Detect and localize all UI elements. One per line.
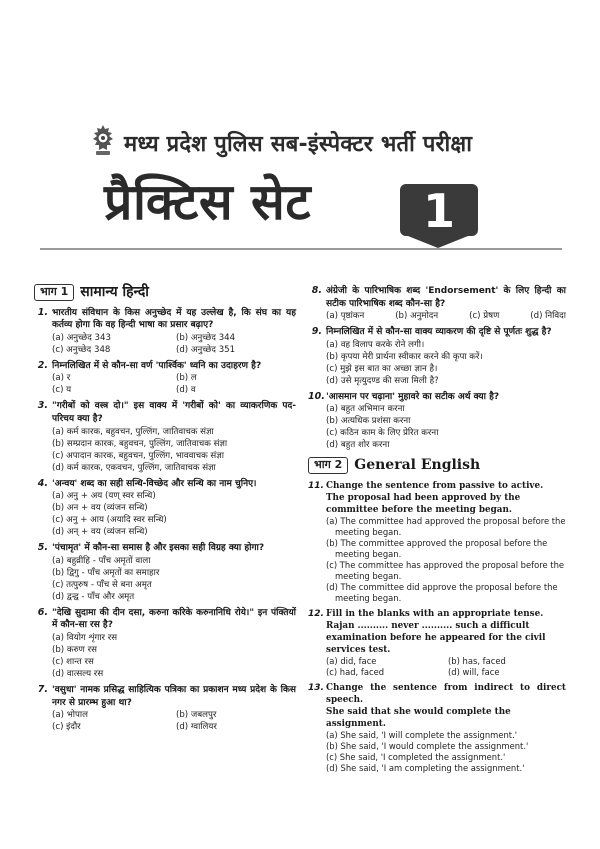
- option-c: (c) She said, 'I completed the assignment.': [326, 751, 506, 762]
- question-5: [34, 542, 296, 603]
- option-a: (a) वियोग शृंगार रस: [52, 632, 118, 643]
- left-column: [34, 284, 296, 737]
- option-b: (b) करुण रस: [52, 644, 97, 655]
- option-a: (a) बहुत अभिमान करना: [326, 404, 405, 415]
- option-b: (b) द्विगु - पाँच अमृतों का समाहार: [52, 567, 160, 578]
- question-11: [308, 480, 566, 604]
- question-text: 'पंचामृत' में कौन-सा समास है और इसका सही विग्रह क्या होगा?: [52, 543, 265, 554]
- question-6: [34, 607, 296, 680]
- option-c: (c) प्रेषण: [469, 311, 500, 322]
- part2-section: [308, 457, 566, 774]
- option-c: (c) य: [52, 385, 72, 396]
- option-d: (d) will, face: [448, 666, 500, 677]
- badge-pointer: [408, 236, 468, 248]
- question-text: Fill in the blanks with an appropriate tense.: [326, 608, 544, 619]
- option-d: (d) She said, 'I am completing the assignment.': [326, 762, 525, 773]
- option-c: (c) अनुच्छेद 348: [52, 344, 111, 355]
- question-number: 11.: [308, 480, 324, 491]
- mp-police-emblem-icon: [87, 123, 119, 157]
- option-d: (d) अन् + वय (व्यंजन सन्धि): [52, 527, 148, 538]
- question-sentence: She said that she would complete the assignment.: [326, 706, 511, 729]
- option-a: (a) वह विलाप करके रोने लगी।: [326, 339, 425, 350]
- part2-heading: [308, 457, 566, 474]
- question-number: 13.: [308, 682, 324, 693]
- option-c: (c) अनु + आय (अयादि स्वर सन्धि): [52, 515, 167, 526]
- option-c: (c) कठिन काम के लिए प्रेरित करना: [326, 428, 439, 439]
- question-text: "गरीबों को वस्त्र दो।" इस वाक्य में 'गरीबों को' का व्याकरणिक पद-परिचय क्या है?: [52, 401, 296, 424]
- part1-label: भाग 1: [34, 284, 74, 301]
- option-d: (d) उसे मृत्युदण्ड की सजा मिली है?: [326, 375, 439, 386]
- question-number: 8.: [311, 285, 322, 296]
- question-3: [34, 400, 296, 473]
- question-text: Change the sentence from indirect to direct speech.: [326, 682, 566, 705]
- option-b: (b) has, faced: [448, 655, 506, 666]
- part1-heading: [34, 284, 296, 301]
- question-text: निम्नलिखित में से कौन-सा वाक्य व्याकरण की दृष्टि से पूर्णतः शुद्ध है?: [326, 327, 552, 338]
- option-a: (a) बहुव्रीहि - पाँच अमृतों वाला: [52, 555, 151, 566]
- question-text: "देखि सुदामा की दीन दसा, करुना करिके करुनानिधि रोये।" इन पंक्तियों में कौन-सा रस है?: [52, 607, 296, 631]
- practice-set-title: प्रैक्टिस सेट: [104, 173, 312, 231]
- part2-name: General English: [354, 457, 481, 474]
- option-c: (c) इंदौर: [52, 722, 81, 733]
- question-text: Change the sentence from passive to active.: [326, 480, 544, 491]
- set-number-badge: [400, 184, 478, 236]
- option-c: (c) अपादान कारक, बहुवचन, पुल्लिंग, भाववाचक संज्ञा: [52, 450, 224, 461]
- question-number: 10.: [308, 390, 325, 402]
- option-b: (b) अत्यधिक प्रशंसा करना: [326, 416, 411, 427]
- question-number: 9.: [311, 326, 322, 338]
- question-number: 12.: [308, 608, 324, 619]
- question-1: [34, 307, 296, 356]
- option-c: (c) had, faced: [326, 666, 385, 677]
- option-a: (a) She said, 'I will complete the assignment.': [326, 729, 518, 740]
- option-c: (c) मुझे इस बात का अच्छा ज्ञान है।: [326, 363, 438, 374]
- option-a: (a) पृष्ठांकन: [326, 311, 365, 322]
- option-c: (c) तत्पुरुष - पाँच से बना अमृत: [52, 579, 152, 590]
- question-text: अंग्रेजी के पारिभाषिक शब्द 'Endorsement' के लिए हिन्दी का सटीक पारिभाषिक शब्द कौन-सा है?: [326, 286, 566, 309]
- question-number: 4.: [37, 477, 48, 489]
- question-number: 7.: [37, 683, 48, 695]
- option-d: (d) व: [176, 385, 196, 396]
- option-d: (d) निविदा: [530, 311, 566, 322]
- question-number: 1.: [37, 306, 48, 318]
- option-b: (b) ल: [176, 373, 197, 384]
- question-10: [308, 391, 566, 452]
- option-a: (a) कर्म कारक, बहुवचन, पुल्लिंग, जातिवाचक संज्ञा: [52, 426, 214, 437]
- question-sentence: Rajan .......... never .......... such a difficult examination before he appeared for the civil services test.: [326, 620, 546, 655]
- option-a: (a) भोपाल: [52, 710, 88, 721]
- option-d: (d) कर्म कारक, एकवचन, पुल्लिंग, जातिवाचक संज्ञा: [52, 462, 216, 473]
- option-b: (b) अन + वय (व्यंजन सन्धि): [52, 503, 148, 514]
- exam-title: मध्य प्रदेश पुलिस सब-इंस्पेक्टर भर्ती परीक्षा: [124, 132, 473, 157]
- question-text: निम्नलिखित में से कौन-सा वर्ण 'पार्श्विक' ध्वनि का उदाहरण है?: [52, 360, 262, 371]
- option-b: (b) अनुच्छेद 344: [176, 332, 236, 343]
- question-7: [34, 684, 296, 733]
- option-c: (c) शान्त रस: [52, 656, 94, 667]
- question-text: 'आसमान पर चढ़ाना' मुहावरे का सटीक अर्थ क्या है?: [326, 391, 500, 402]
- header-divider: [40, 248, 562, 250]
- part1-name: सामान्य हिन्दी: [80, 284, 149, 300]
- question-4: [34, 478, 296, 539]
- right-column: [308, 285, 566, 778]
- option-b: (b) जबलपुर: [176, 710, 217, 721]
- option-a: (a) The committee had approved the proposal before the meeting began.: [326, 515, 566, 537]
- question-2: [34, 360, 296, 397]
- question-text: भारतीय संविधान के किस अनुच्छेद में यह उल्लेख है, कि संघ का यह कर्तव्य होगा कि वह हिन्दी भाषा का प्रसार बढ़ाए?: [52, 307, 296, 331]
- option-b: (b) The committee approved the proposal before the meeting began.: [326, 537, 548, 559]
- option-d: (d) अनुच्छेद 351: [176, 344, 236, 355]
- option-a: (a) did, face: [326, 655, 377, 666]
- option-a: (a) अनुच्छेद 343: [52, 332, 111, 343]
- option-b: (b) सम्प्रदान कारक, बहुवचन, पुल्लिंग, जातिवाचक संज्ञा: [52, 438, 228, 449]
- question-text: 'अन्वय' शब्द का सही सन्धि-विच्छेद और सन्धि का नाम चुनिए।: [52, 478, 257, 489]
- question-number: 2.: [37, 359, 48, 371]
- option-d: (d) द्वन्द्व - पाँच और अमृत: [52, 591, 135, 602]
- question-number: 3.: [37, 400, 48, 412]
- option-d: (d) वात्सल्य रस: [52, 668, 104, 679]
- option-c: (c) The committee has approved the proposal before the meeting began.: [326, 559, 565, 581]
- option-d: (d) The committee did approve the proposal before the meeting began.: [326, 581, 558, 603]
- option-b: (b) अनुमोदन: [395, 311, 439, 322]
- question-text: 'वसुधा' नामक प्रसिद्ध साहित्यिक पत्रिका का प्रकाशन मध्य प्रदेश के किस नगर से प्रारम्भ हुआ था?: [52, 684, 296, 708]
- option-a: (a) अनु + अय (यण् स्वर सन्धि): [52, 491, 156, 502]
- question-number: 6.: [37, 606, 48, 618]
- option-b: (b) She said, 'I would complete the assignment.': [326, 740, 529, 751]
- question-8: [308, 285, 566, 322]
- question-9: [308, 326, 566, 387]
- question-sentence: The proposal had been approved by the committee before the meeting began.: [326, 492, 521, 515]
- option-b: (b) कृपया मेरी प्रार्थना स्वीकार करने की कृपा करें।: [326, 351, 483, 362]
- part2-label: भाग 2: [308, 457, 348, 474]
- question-number: 5.: [37, 542, 48, 554]
- question-12: [308, 608, 566, 678]
- page-header: [0, 0, 600, 250]
- option-a: (a) र: [52, 373, 71, 384]
- option-d: (d) बहुत शोर करना: [326, 440, 390, 451]
- set-number: 1: [422, 184, 455, 238]
- question-13: [308, 682, 566, 774]
- option-d: (d) ग्वालियर: [176, 722, 217, 733]
